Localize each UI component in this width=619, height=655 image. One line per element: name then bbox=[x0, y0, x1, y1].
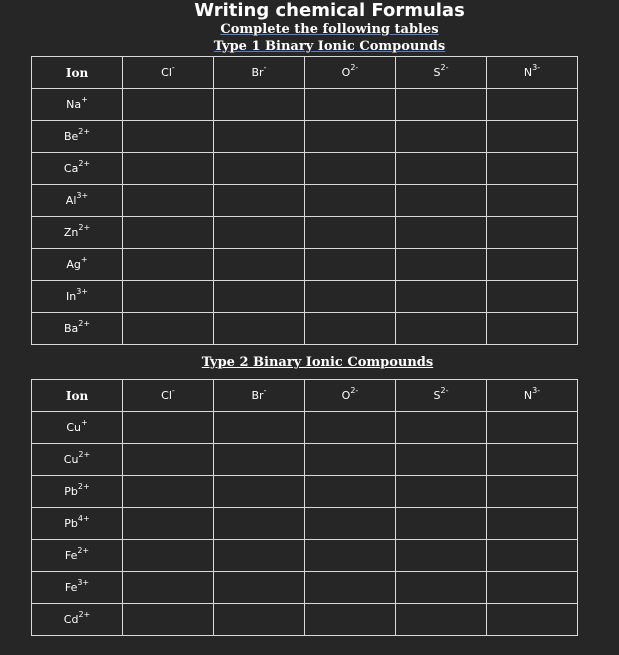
cation-label: $In^{3+}$ bbox=[32, 281, 123, 313]
formula-cell[interactable] bbox=[214, 313, 305, 345]
formula-cell[interactable] bbox=[396, 540, 487, 572]
cation-label: $Al^{3+}$ bbox=[32, 185, 123, 217]
formula-cell[interactable] bbox=[123, 572, 214, 604]
formula-cell[interactable] bbox=[487, 604, 578, 636]
formula-cell[interactable] bbox=[396, 476, 487, 508]
formula-cell[interactable] bbox=[123, 89, 214, 121]
formula-cell[interactable] bbox=[396, 572, 487, 604]
anion-header: $N^{3-}$ bbox=[487, 380, 578, 412]
formula-cell[interactable] bbox=[123, 121, 214, 153]
formula-cell[interactable] bbox=[305, 572, 396, 604]
cation-label: Cu+ bbox=[32, 412, 123, 444]
formula-cell[interactable] bbox=[487, 313, 578, 345]
formula-cell[interactable] bbox=[123, 540, 214, 572]
table-row bbox=[32, 121, 578, 153]
formula-cell[interactable] bbox=[214, 217, 305, 249]
formula-cell[interactable] bbox=[123, 185, 214, 217]
table-row bbox=[32, 153, 578, 185]
formula-cell[interactable] bbox=[487, 540, 578, 572]
formula-cell[interactable] bbox=[487, 185, 578, 217]
table-row bbox=[32, 540, 578, 572]
table-row bbox=[32, 508, 578, 540]
formula-cell[interactable] bbox=[305, 185, 396, 217]
formula-cell[interactable] bbox=[123, 604, 214, 636]
formula-cell[interactable] bbox=[487, 249, 578, 281]
formula-cell[interactable] bbox=[214, 153, 305, 185]
formula-cell[interactable] bbox=[487, 412, 578, 444]
instruction-text: Complete the following tables bbox=[220, 22, 439, 37]
formula-cell[interactable] bbox=[305, 540, 396, 572]
section2-title: Type 2 Binary Ionic Compounds bbox=[201, 355, 434, 370]
cation-label: $Ca^{2+}$ bbox=[32, 153, 123, 185]
table-row bbox=[32, 412, 578, 444]
table-row bbox=[32, 185, 578, 217]
type2-table bbox=[31, 379, 578, 636]
anion-header: $S^{2-}$ bbox=[396, 380, 487, 412]
formula-cell[interactable] bbox=[214, 281, 305, 313]
formula-cell[interactable] bbox=[123, 412, 214, 444]
cation-label: $Fe^{2+}$ bbox=[32, 540, 123, 572]
table-row bbox=[32, 313, 578, 345]
formula-cell[interactable] bbox=[396, 412, 487, 444]
cation-label: $Pb^{2+}$ bbox=[32, 476, 123, 508]
cation-label: $Cd^{2+}$ bbox=[32, 604, 123, 636]
formula-cell[interactable] bbox=[396, 89, 487, 121]
formula-cell[interactable] bbox=[305, 412, 396, 444]
formula-cell[interactable] bbox=[305, 89, 396, 121]
table-header-row bbox=[32, 57, 578, 89]
formula-cell[interactable] bbox=[214, 572, 305, 604]
formula-cell[interactable] bbox=[396, 185, 487, 217]
formula-cell[interactable] bbox=[214, 121, 305, 153]
formula-cell[interactable] bbox=[123, 217, 214, 249]
formula-cell[interactable] bbox=[487, 89, 578, 121]
anion-header: Cl- bbox=[123, 380, 214, 412]
formula-cell[interactable] bbox=[305, 313, 396, 345]
formula-cell[interactable] bbox=[214, 444, 305, 476]
formula-cell[interactable] bbox=[396, 444, 487, 476]
formula-cell[interactable] bbox=[305, 508, 396, 540]
table-row bbox=[32, 249, 578, 281]
ion-column-header: Ion bbox=[32, 57, 123, 89]
formula-cell[interactable] bbox=[123, 281, 214, 313]
anion-header: Br- bbox=[214, 380, 305, 412]
table-row bbox=[32, 572, 578, 604]
formula-cell[interactable] bbox=[214, 249, 305, 281]
formula-cell[interactable] bbox=[305, 444, 396, 476]
formula-cell[interactable] bbox=[396, 508, 487, 540]
formula-cell[interactable] bbox=[214, 508, 305, 540]
table-header-row bbox=[32, 380, 578, 412]
table-row bbox=[32, 217, 578, 249]
formula-cell[interactable] bbox=[123, 249, 214, 281]
formula-cell[interactable] bbox=[396, 281, 487, 313]
formula-cell[interactable] bbox=[487, 508, 578, 540]
anion-header: $S^{2-}$ bbox=[396, 57, 487, 89]
formula-cell[interactable] bbox=[396, 604, 487, 636]
cation-label: $Zn^{2+}$ bbox=[32, 217, 123, 249]
formula-cell[interactable] bbox=[123, 153, 214, 185]
formula-cell[interactable] bbox=[214, 540, 305, 572]
anion-header: $N^{3-}$ bbox=[487, 57, 578, 89]
formula-cell[interactable] bbox=[214, 604, 305, 636]
table-row bbox=[32, 444, 578, 476]
formula-cell[interactable] bbox=[487, 217, 578, 249]
formula-cell[interactable] bbox=[305, 281, 396, 313]
table-row bbox=[32, 281, 578, 313]
anion-header: Br- bbox=[214, 57, 305, 89]
cation-label: $Pb^{4+}$ bbox=[32, 508, 123, 540]
cation-label: $Ba^{2+}$ bbox=[32, 313, 123, 345]
type1-table bbox=[31, 56, 578, 345]
table-row bbox=[32, 89, 578, 121]
formula-cell[interactable] bbox=[214, 185, 305, 217]
formula-cell[interactable] bbox=[214, 412, 305, 444]
formula-cell[interactable] bbox=[487, 476, 578, 508]
formula-cell[interactable] bbox=[487, 121, 578, 153]
cation-label: Na+ bbox=[32, 89, 123, 121]
formula-cell[interactable] bbox=[305, 249, 396, 281]
formula-cell[interactable] bbox=[305, 121, 396, 153]
ion-column-header: Ion bbox=[32, 380, 123, 412]
formula-cell[interactable] bbox=[214, 476, 305, 508]
formula-cell[interactable] bbox=[487, 281, 578, 313]
section1-title: Type 1 Binary Ionic Compounds bbox=[213, 39, 446, 54]
cation-label: Ag+ bbox=[32, 249, 123, 281]
anion-header: $O^{2-}$ bbox=[305, 57, 396, 89]
formula-cell[interactable] bbox=[396, 249, 487, 281]
formula-cell[interactable] bbox=[123, 476, 214, 508]
cation-label: $Fe^{3+}$ bbox=[32, 572, 123, 604]
formula-cell[interactable] bbox=[396, 313, 487, 345]
anion-header: Cl- bbox=[123, 57, 214, 89]
formula-cell[interactable] bbox=[487, 572, 578, 604]
formula-cell[interactable] bbox=[396, 121, 487, 153]
formula-cell[interactable] bbox=[487, 444, 578, 476]
table-row bbox=[32, 476, 578, 508]
document-title: Writing chemical Formulas bbox=[194, 0, 465, 21]
cation-label: $Cu^{2+}$ bbox=[32, 444, 123, 476]
formula-cell[interactable] bbox=[396, 217, 487, 249]
anion-header: $O^{2-}$ bbox=[305, 380, 396, 412]
cation-label: $Be^{2+}$ bbox=[32, 121, 123, 153]
formula-cell[interactable] bbox=[305, 153, 396, 185]
formula-cell[interactable] bbox=[396, 153, 487, 185]
formula-cell[interactable] bbox=[214, 89, 305, 121]
formula-cell[interactable] bbox=[305, 476, 396, 508]
formula-cell[interactable] bbox=[123, 313, 214, 345]
formula-cell[interactable] bbox=[123, 508, 214, 540]
formula-cell[interactable] bbox=[305, 604, 396, 636]
table-row bbox=[32, 604, 578, 636]
formula-cell[interactable] bbox=[487, 153, 578, 185]
formula-cell[interactable] bbox=[123, 444, 214, 476]
formula-cell[interactable] bbox=[305, 217, 396, 249]
